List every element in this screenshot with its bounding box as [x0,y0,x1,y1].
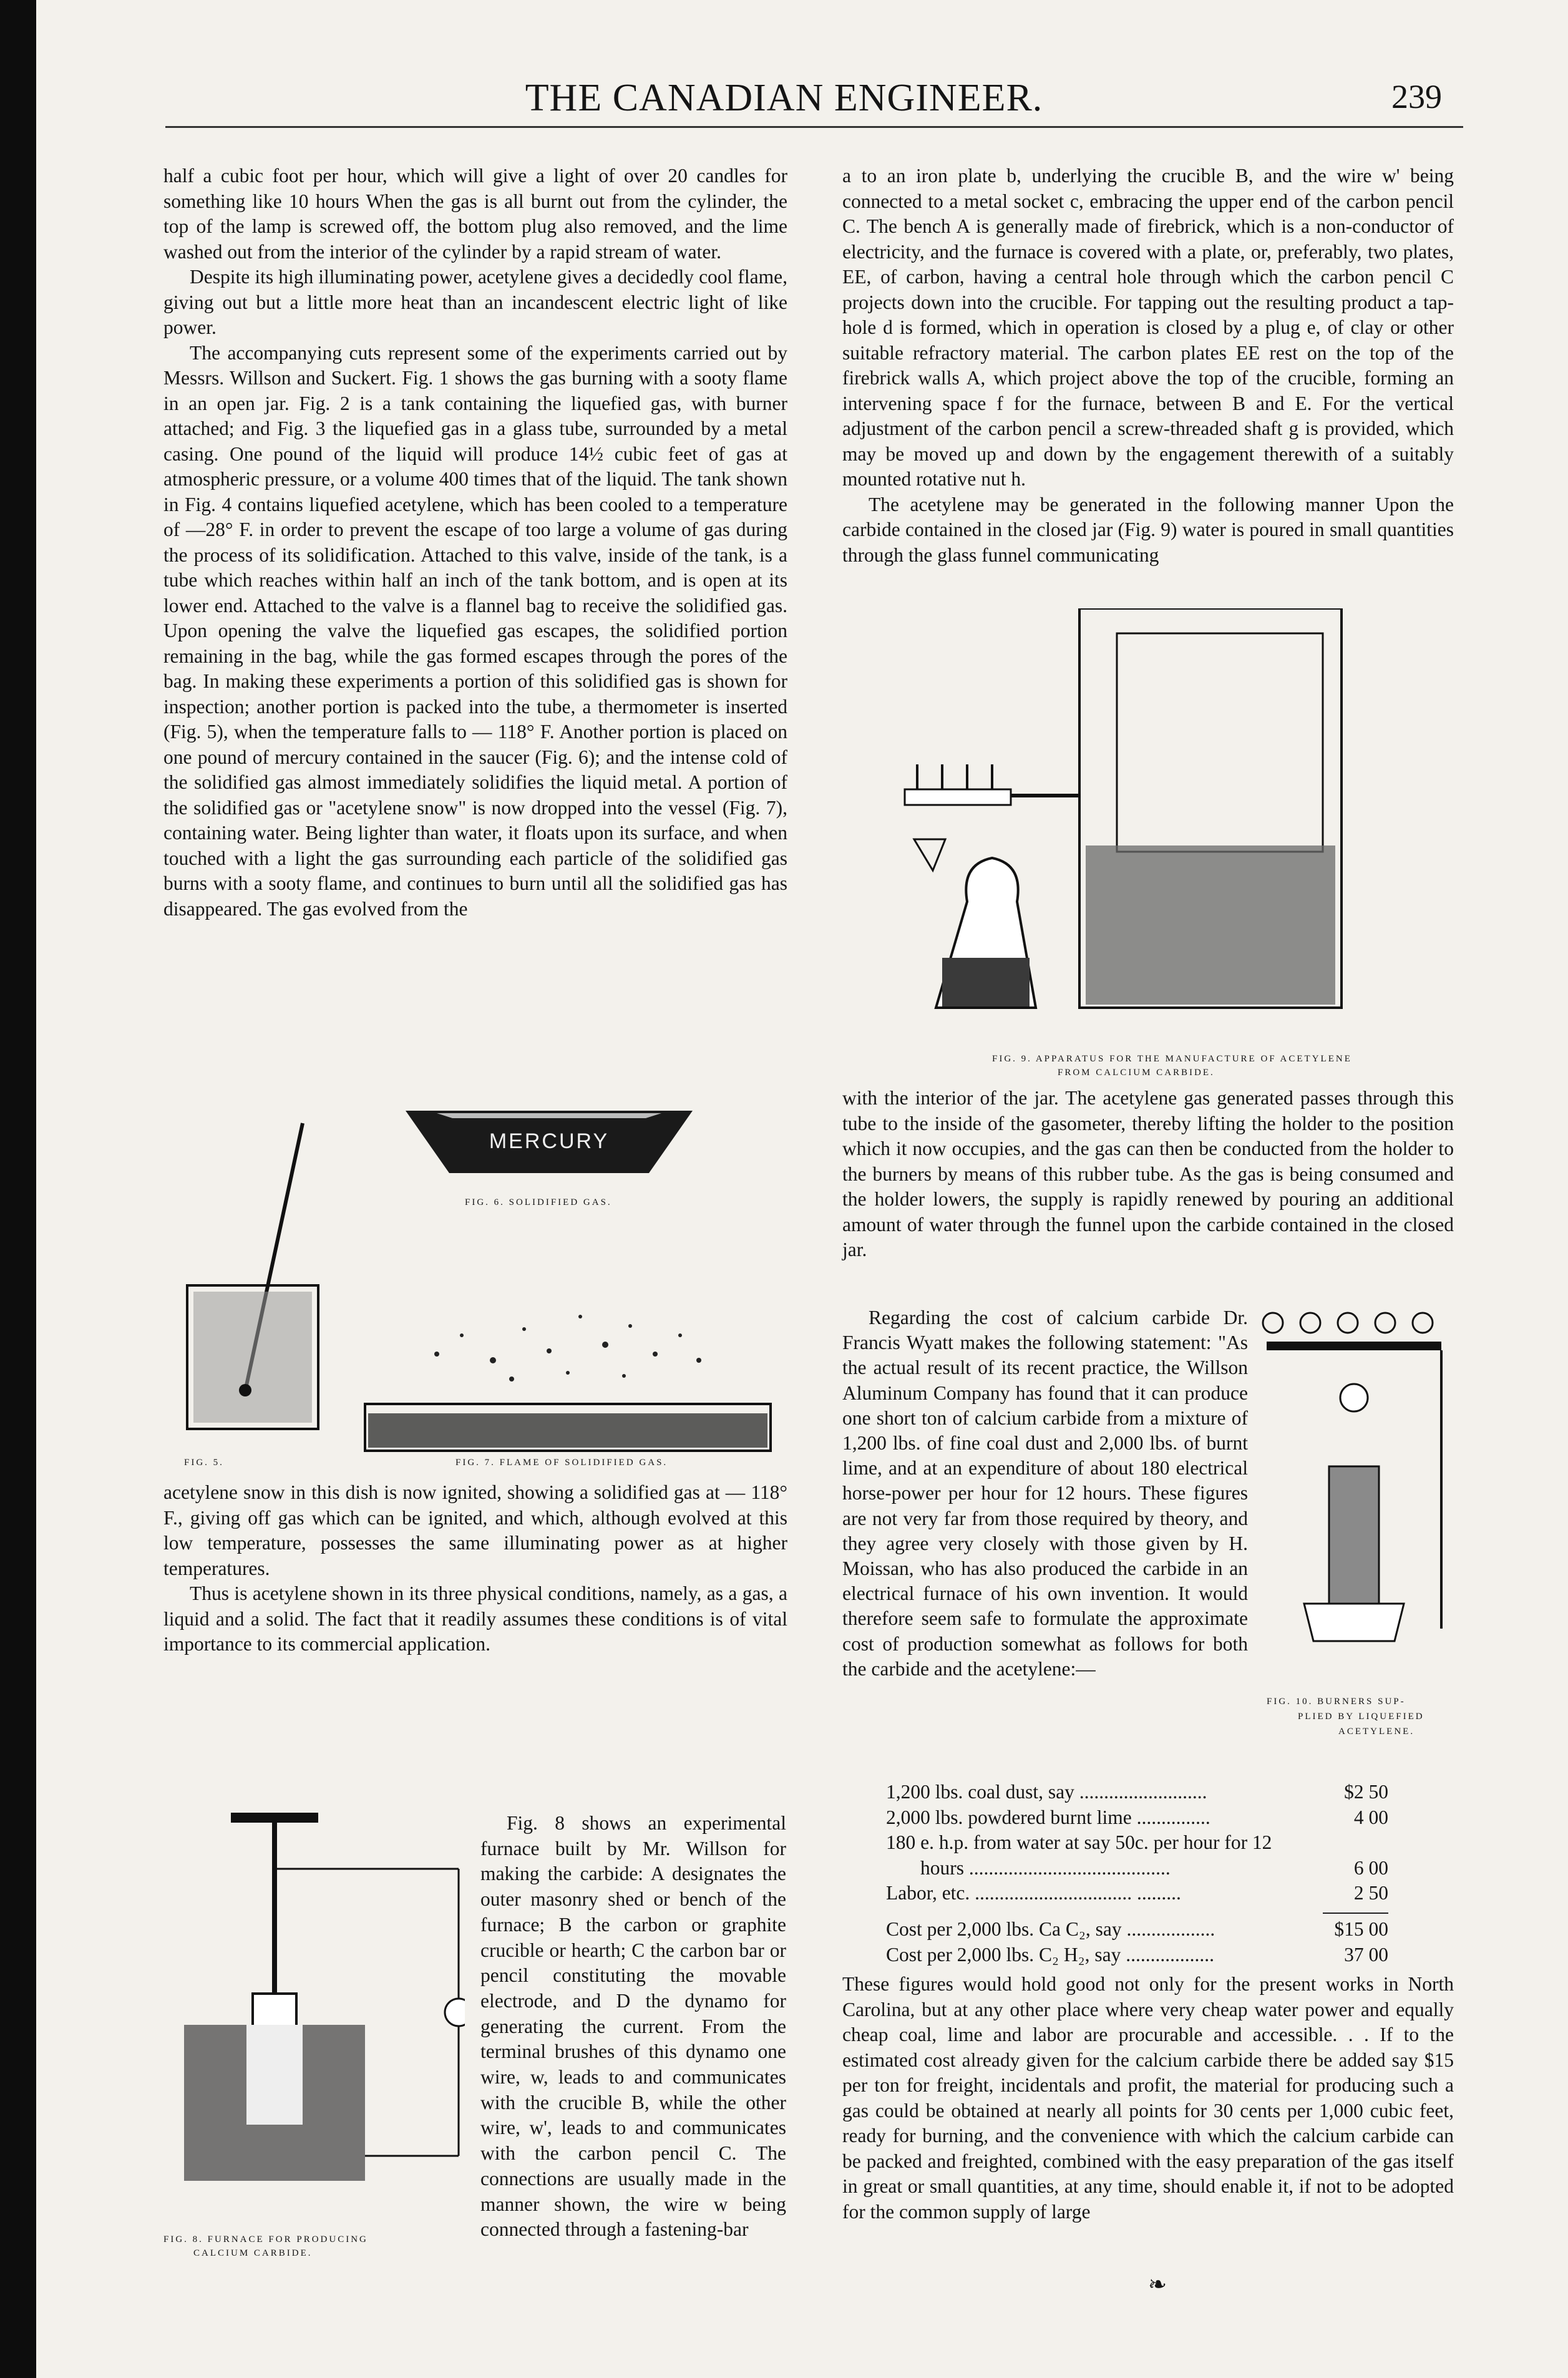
fig7-caption: FIG. 7. FLAME OF SOLIDIFIED GAS. [455,1458,668,1468]
paragraph: Thus is acetylene shown in its three physical conditions, namely, as a gas, a liquid and a solid. The fact that it readily assumes these conditions is of vital importance to its commercial application. [163,1582,787,1655]
cost-row: 1,200 lbs. coal dust, say .......................... $2 50 [886,1781,1388,1803]
fig5-caption: FIG. 5. [184,1458,224,1468]
cost-row: Labor, etc. ................................ ......... 2 50 [886,1882,1388,1904]
fig6-mercury-label: MERCURY [489,1129,610,1153]
fig8-caption-2: CALCIUM CARBIDE. [193,2248,313,2258]
fig9-caption-1: FIG. 9. APPARATUS FOR THE MANUFACTURE OF ACETYLENE [992,1054,1352,1064]
cost-totals [886,1917,1388,1967]
fig5-illustration [178,1117,340,1441]
paragraph: acetylene snow in this dish is now ignited, showing a solidified gas at — 118° F., giving off gas which can be ignited, and which, although evolved at this low temperature, possesses the same illuminating power as at higher temperatures. [163,1481,787,1579]
left-column-text [163,163,787,922]
paragraph: The acetylene may be generated in the following manner Upon the carbide contained in the closed jar (Fig. 9) water is poured in small quantities through the glass funnel communicating [842,493,1454,566]
page-number: 239 [1391,78,1442,115]
fig6-caption: FIG. 6. SOLIDIFIED GAS. [465,1197,612,1207]
fig8-caption-1: FIG. 8. FURNACE FOR PRODUCING [163,2234,368,2244]
page-header-title: THE CANADIAN ENGINEER. [525,77,1043,119]
paragraph: Regarding the cost of calcium carbide Dr. Francis Wyatt makes the following statement: "As the actual result of its recent practice, the Willson Aluminum Company has found that it can produce one short ton of calcium carbide from a mixture of 1,200 lbs. of fine coal dust and 2,000 lbs. of burnt lime, and at an expenditure of about 180 electrical horse-power per hour for 12 hours. These figures are not very far from those required by theory, and they agree very closely with those given by H. Moissan, who has also produced the carbide in an electrical furnace of his own invention. It would therefore seem safe to formulate the approximate cost of production somewhat as follows for both the carbide and the acetylene:— [842,1307,1248,1680]
paragraph: with the interior of the jar. The acetylene gas generated passes through this tube to the inside of the gasometer, thereby lifting the holder to the position which it now occupies, and the gas can then be conducted from the holder to the burners by means of this rubber tube. As the gas is being consumed and the holder lowers, the supply is rapidly renewed by pouring an additional amount of water through the funnel upon the carbide contained in the closed jar. [842,1087,1454,1260]
right-column-text-2 [842,1086,1454,1263]
fig6-illustration [399,1104,699,1186]
binding-edge [0,0,36,2378]
left-column-text-2 [163,1480,787,1657]
paragraph: The accompanying cuts represent some of the experiments carried out by Messrs. Willson and Suckert. Fig. 1 shows the gas burning with a sooty flame in an open jar. Fig. 2 is a tank containing the liquefied gas, with burner attached; and Fig. 3 the liquefied gas in a glass tube, surrounded by a metal casing. One pound of the liquid will produce 14½ cubic feet of gas at atmospheric pressure, or a volume 400 times that of the liquid. The tank shown in Fig. 4 contains liquefied acetylene, which has been cooled to a temperature of —28° F. in order to prevent the escape of too large a volume of gas during the process of its solidification. Attached to this valve, inside of the tank, is a tube which reaches within half an inch of the tank bottom, and is open at its lower end. Attached to the valve is a flannel bag to receive the solidified gas. Upon opening the valve the liquefied gas escapes, the solidified portion remaining in the bag, while the gas formed escapes through the pores of the bag. In making these experiments a portion of this solidified gas is shown for inspection; another portion is packed into the tube, a thermometer is inserted (Fig. 5), when the temperature falls to — 118° F. Another portion is placed on one pound of mercury contained in the saucer (Fig. 6); and the intense cold of the solidified gas almost immediately solidifies the liquid metal. A portion of the solidified gas or "acetylene snow" is now dropped into the vessel (Fig. 7), containing water. Being lighter than water, it floats upon its surface, and when touched with a light the gas surrounding each particle of the solidified gas burns with a sooty flame, and continues to burn until all the solidified gas has disappeared. The gas evolved from the [163,341,787,920]
paragraph: Despite its high illuminating power, acetylene gives a decidedly cool flame, giving out but a little more heat than an incandescent electric light of like power. [163,266,787,338]
fig8-description-text [480,1811,786,2243]
paragraph: These figures would hold good not only for the present works in North Carolina, but at any other place where very cheap water power and equally cheap coal, lime and labor are procurable and accessible. . . If to the estimated cost already given for the calcium carbide there be added say $15 per ton for freight, incidentals and profit, the material for producing such a gas could be obtained at nearly all points for 30 cents per 1,000 cubic feet, ready for burning, and the convenience with which the calcium carbide can be packed and freighted, combined with the easy preparation of the gas itself in great or small quantities, at any time, should enable it, if not to be adopted for the common supply of large [842,1973,1454,2223]
paragraph: half a cubic foot per hour, which will give a light of over 20 candles for something like 10 hours When the gas is all burnt out from the cylinder, the top of the lamp is screwed off, the bottom plug also removed, and the lime washed out from the interior of the cylinder by a rapid stream of water. [163,165,787,263]
fig8-illustration [172,1806,465,2206]
fig7-illustration [362,1292,774,1454]
cost-total-row: Cost per 2,000 lbs. C₂ H₂, say .................. 37 00 [886,1943,1388,1966]
cost-row: hours ......................................... 6 00 [920,1856,1388,1879]
fig9-illustration [898,608,1373,1039]
cost-row: 180 e. h.p. from water at say 50c. per hour for 12 [886,1831,1272,1853]
footer-ornament: ❧ [1148,2272,1167,2297]
fig9-caption-2: FROM CALCIUM CARBIDE. [1058,1068,1215,1078]
paragraph: Fig. 8 shows an experimental furnace built by Mr. Willson for making the carbide: A designates the outer masonry shed or bench of the furnace; B the carbon or graphite crucible or hearth; C the carbon bar or pencil constituting the movable electrode, and D the dynamo for generating the current. From the terminal brushes of this dynamo one wire, w, leads to and communicates with the crucible B, while the other wire, w', leads to and communicates with the carbon pencil C. The connections are usually made in the manner shown, the wire w being connected through a fastening-bar [480,1812,786,2241]
fig10-caption-2: PLIED BY LIQUEFIED [1298,1712,1424,1722]
cost-table [886,1780,1388,1906]
right-column-text-3 [842,1305,1248,1682]
right-column-text-1 [842,163,1454,568]
paragraph: a to an iron plate b, underlying the crucible B, and the wire w' being connected to a metal socket c, embracing the upper end of the carbon pencil C. The bench A is generally made of firebrick, which is a non-conductor of electricity, and the furnace is covered with a plate, or, preferably, two plates, EE, of carbon, having a central hole through which the carbon pencil C projects down into the crucible. For tapping out the resulting product a tap-hole d is formed, which in operation is closed by a plug e, of clay or other suitable refractory material. The carbon plates EE rest on the top of the firebrick walls A, which project above the top of the crucible, forming an intervening space f for the furnace, between B and E. For the vertical adjustment of the carbon pencil a screw-threaded shaft g is provided, which may be moved up and down by the engagement therewith of a suitably mounted rotative nut h. [842,165,1454,490]
header-rule [165,126,1463,128]
cost-row: 2,000 lbs. powdered burnt lime ............... 4 00 [886,1806,1388,1828]
fig10-caption-3: ACETYLENE. [1338,1727,1415,1737]
right-column-text-4 [842,1972,1454,2225]
fig10-illustration [1254,1304,1454,1679]
cost-total-row: Cost per 2,000 lbs. Ca C₂, say .................. $15 00 [886,1918,1388,1940]
cost-table-rule [1323,1913,1388,1914]
fig10-caption-1: FIG. 10. BURNERS SUP- [1267,1697,1406,1707]
